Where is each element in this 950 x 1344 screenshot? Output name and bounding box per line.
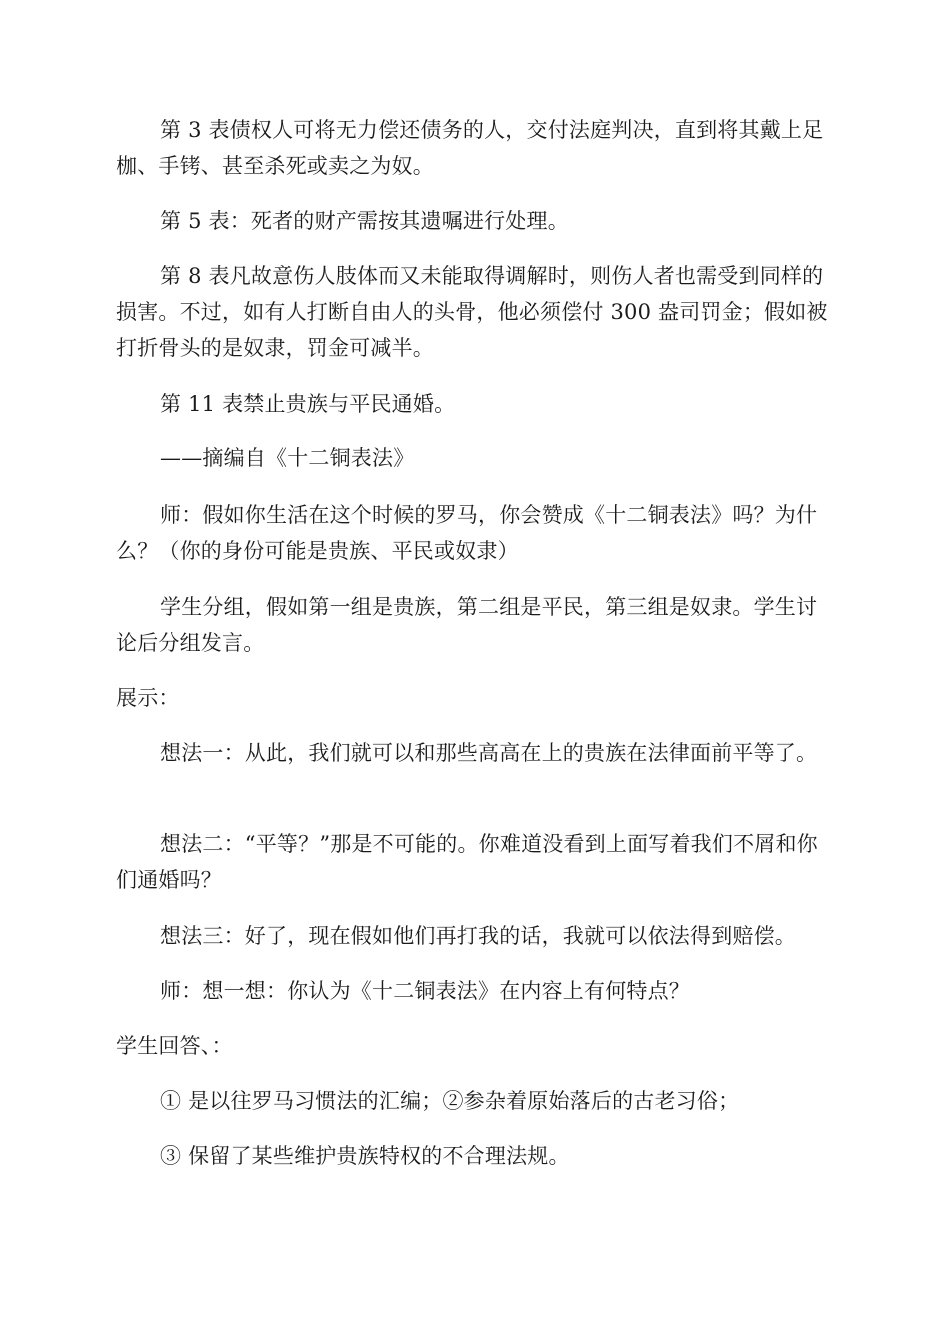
paragraph-teacher-question: 师：假如你生活在这个时候的罗马，你会赞成《十二铜表法》吗？为什么？（你的身份可能是贵族、平民或奴隶） [116,503,818,563]
source-citation: ——摘编自《十二铜表法》 [160,446,415,470]
paragraph-answer-1-2: ① 是以往罗马习惯法的汇编；②参杂着原始落后的古老习俗； [160,1089,740,1113]
paragraph-teacher-think: 师：想一想：你认为《十二铜表法》在内容上有何特点？ [160,979,690,1003]
paragraph-idea-two: 想法二：“平等？”那是不可能的。你难道没看到上面写着我们不屑和你们通婚吗？ [116,832,818,892]
paragraph-student-groups: 学生分组，假如第一组是贵族，第二组是平民，第三组是奴隶。学生讨论后分组发言。 [116,595,818,655]
paragraph-table-5: 第 5 表：死者的财产需按其遗嘱进行处理。 [160,209,569,233]
paragraph-display-heading: 展示： [116,686,180,710]
paragraph-table-8: 第 8 表凡故意伤人肢体而又未能取得调解时，则伤人者也需受到同样的损害。不过，如有人打断自由人的头骨，他必须偿付 300 盎司罚金；假如被打折骨头的是奴隶，罚金可减半。 [116,264,828,360]
paragraph-student-answer: 学生回答、： [116,1034,233,1058]
paragraph-idea-three: 想法三：好了，现在假如他们再打我的话，我就可以依法得到赔偿。 [160,924,796,948]
paragraph-idea-one: 想法一：从此，我们就可以和那些高高在上的贵族在法律面前平等了。 [160,741,818,765]
paragraph-answer-3: ③ 保留了某些维护贵族特权的不合理法规。 [160,1144,570,1168]
paragraph-table-11: 第 11 表禁止贵族与平民通婚。 [160,392,456,416]
paragraph-table-3: 第 3 表债权人可将无力偿还债务的人，交付法庭判决，直到将其戴上足枷、手铐、甚至杀死或卖之为奴。 [116,118,824,178]
